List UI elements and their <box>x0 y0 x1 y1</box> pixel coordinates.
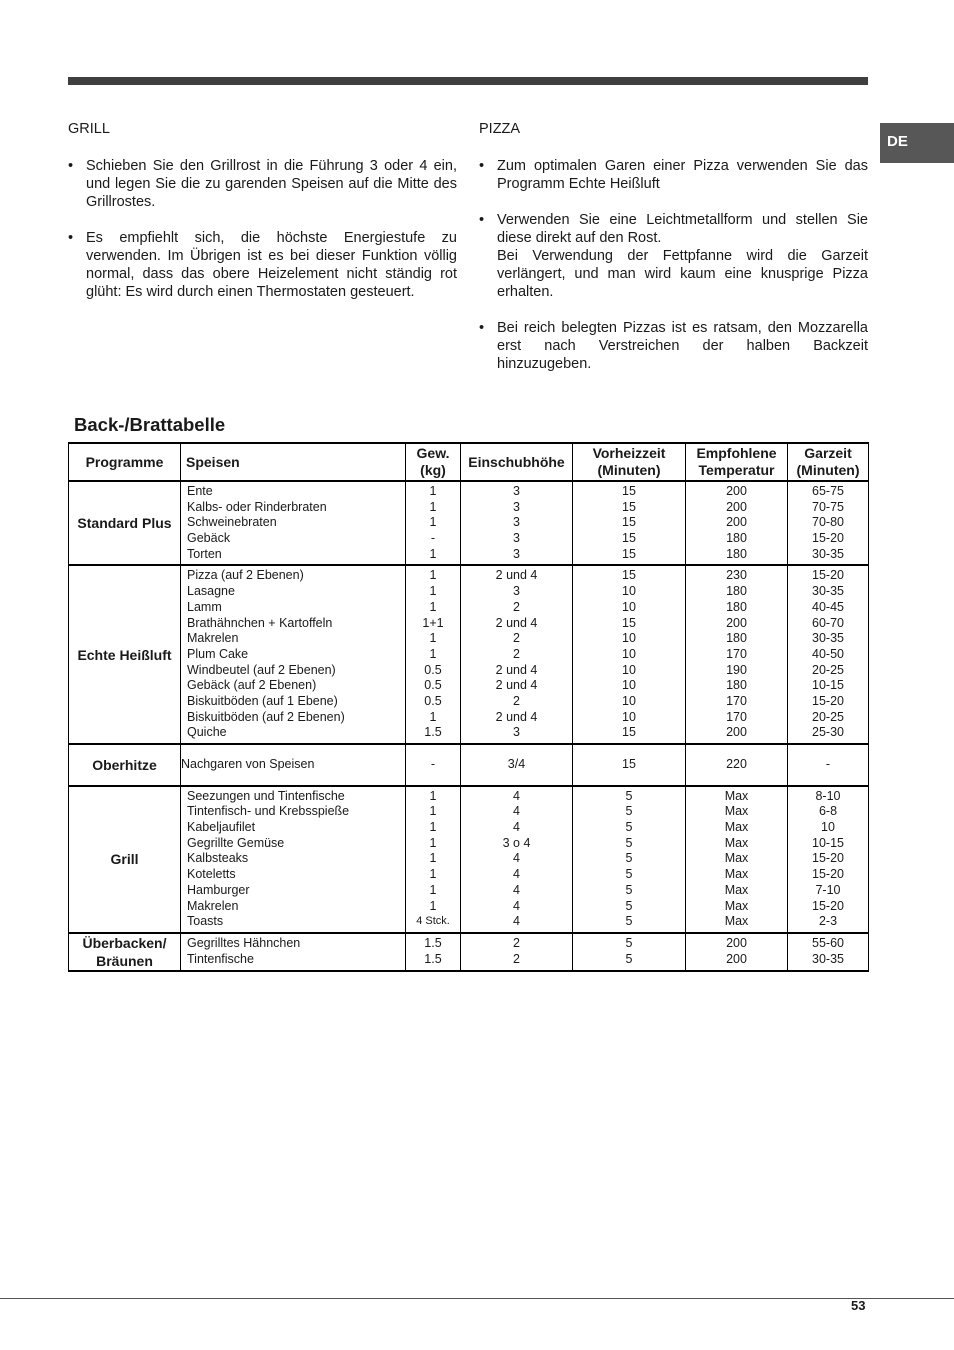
cell-preheat: 10 <box>622 678 636 693</box>
cell-temp-column <box>686 786 788 933</box>
cell-preheat: 5 <box>625 851 633 866</box>
cell-food: Toasts <box>187 914 224 929</box>
cell-level: 3 o 4 <box>502 835 531 850</box>
pizza-bullets <box>479 157 868 373</box>
cell-weight: 1 <box>429 867 437 882</box>
cell-preheat: 10 <box>622 662 636 677</box>
cell-food: Brathähnchen + Kartoffeln <box>187 615 333 630</box>
cell-level: 3 <box>513 499 520 514</box>
cell-preheat: 5 <box>625 867 633 882</box>
programme-name: Echte Heißluft <box>69 565 181 744</box>
cell-temp: 180 <box>726 631 747 646</box>
cell-weight: 0.5 <box>424 678 442 693</box>
cell-time: 15-20 <box>812 851 844 866</box>
cell-level: 4 <box>513 851 520 866</box>
cell-food-column <box>181 565 406 744</box>
cell-temp: 180 <box>726 599 747 614</box>
programme-name: Grill <box>69 786 181 933</box>
baking-table <box>68 442 869 972</box>
cell-level: 2 <box>513 951 520 966</box>
cell-level: 2 <box>513 693 520 708</box>
header-programme: Programme <box>69 443 181 481</box>
cell-food: Gebäck <box>187 531 231 546</box>
cell-time: 40-45 <box>812 599 844 614</box>
cell-level: 3 <box>513 584 520 599</box>
cell-food: Gebäck (auf 2 Ebenen) <box>187 678 317 693</box>
cell-level: 3 <box>513 725 520 740</box>
cell-level: 2 und 4 <box>495 662 538 677</box>
table-title: Back-/Brattabelle <box>74 414 226 435</box>
cell-preheat: 15 <box>622 757 636 771</box>
cell-time: 30-35 <box>812 546 844 561</box>
cell-food: Hamburger <box>187 882 250 897</box>
cell-level: 2 <box>513 599 520 614</box>
cell-level-column <box>461 744 573 786</box>
cell-weight: 1+1 <box>422 615 444 630</box>
cell-weight-column <box>406 933 461 971</box>
cell-time-column <box>788 744 869 786</box>
cell-food: Windbeutel (auf 2 Ebenen) <box>187 662 336 677</box>
header-einschubhoehe: Einschubhöhe <box>461 443 573 481</box>
cell-level: 2 und 4 <box>495 709 538 724</box>
cell-preheat: 5 <box>625 835 633 850</box>
cell-weight: 1 <box>429 820 437 835</box>
cell-temp: 180 <box>726 546 747 561</box>
table-body <box>69 481 869 971</box>
programme-name: Standard Plus <box>69 481 181 565</box>
cell-level: 3 <box>513 531 520 546</box>
cell-time: 30-35 <box>812 631 844 646</box>
cell-weight-column <box>406 565 461 744</box>
cell-time: 40-50 <box>812 646 844 661</box>
cell-temp: Max <box>724 788 749 803</box>
cell-weight: 1.5 <box>424 936 442 951</box>
page-number: 53 <box>851 1298 866 1313</box>
cell-weight: 1 <box>429 788 437 803</box>
cell-preheat: 15 <box>622 568 636 583</box>
cell-time: 70-75 <box>812 499 844 514</box>
cell-food: Torten <box>187 546 222 561</box>
cell-level: 2 und 4 <box>495 615 538 630</box>
cell-food: Lasagne <box>187 584 235 599</box>
cell-temp: 200 <box>726 484 747 498</box>
cell-food: Gegrillte Gemüse <box>187 835 285 850</box>
cell-time-column <box>788 565 869 744</box>
cell-preheat-column <box>573 933 686 971</box>
cell-preheat: 10 <box>622 646 636 661</box>
cell-food: Kabeljaufilet <box>187 820 256 835</box>
cell-level: 3 <box>513 515 520 530</box>
cell-preheat: 5 <box>625 804 633 819</box>
cell-food: Biskuitböden (auf 2 Ebenen) <box>187 709 345 724</box>
cell-time: 55-60 <box>812 936 844 951</box>
cell-temp: 200 <box>726 951 747 966</box>
cell-weight: 1 <box>429 568 437 583</box>
table-group-row <box>69 933 869 971</box>
cell-food: Seezungen und Tintenfische <box>187 788 345 803</box>
cell-preheat: 10 <box>622 631 636 646</box>
grill-section <box>68 120 457 319</box>
cell-food: Koteletts <box>187 867 236 882</box>
cell-weight: 1 <box>429 599 437 614</box>
cell-temp: 190 <box>726 662 747 677</box>
cell-time-column <box>788 481 869 565</box>
cell-preheat: 5 <box>625 914 633 929</box>
cell-temp-column <box>686 565 788 744</box>
cell-preheat: 15 <box>622 615 636 630</box>
cell-temp: 230 <box>726 568 747 583</box>
cell-preheat: 15 <box>622 725 636 740</box>
cell-preheat: 5 <box>625 951 633 966</box>
pizza-bullet: • Verwenden Sie eine Leichtmetallform und stellen Sie diese direkt auf den Rost. Bei Verwendung der Fettpfanne wird die Garzeit verlängert, und man wird kaum eine knusprige Pizza erhalten. <box>479 211 868 301</box>
cell-level-column <box>461 565 573 744</box>
cell-preheat: 10 <box>622 599 636 614</box>
cell-food: Kalbsteaks <box>187 851 249 866</box>
cell-food: Biskuitböden (auf 1 Ebene) <box>187 693 338 708</box>
grill-bullet: • Es empfiehlt sich, die höchste Energiestufe zu verwenden. Im Übrigen ist es bei dieser Funktion völlig normal, dass das obere Heizelement nicht ständig rot glüht: Es wird durch einen Thermostaten gesteuert. <box>68 229 457 301</box>
cell-preheat: 5 <box>625 936 633 951</box>
cell-weight: 1 <box>429 631 437 646</box>
cell-weight-column <box>406 786 461 933</box>
cell-time: 15-20 <box>812 867 844 882</box>
cell-temp: Max <box>724 882 749 897</box>
programme-name: Überbacken/ Bräunen <box>69 933 181 971</box>
cell-food: Lamm <box>187 599 222 614</box>
cell-weight: 1 <box>429 835 437 850</box>
cell-preheat: 10 <box>622 709 636 724</box>
cell-level: 3/4 <box>507 757 526 771</box>
programme-name: Oberhitze <box>69 744 181 786</box>
cell-weight: 4 Stck. <box>416 915 450 928</box>
cell-weight: 0.5 <box>424 693 442 708</box>
cell-food: Gegrilltes Hähnchen <box>187 936 301 951</box>
cell-weight: 1 <box>429 515 437 530</box>
cell-temp: Max <box>724 898 749 913</box>
cell-temp: Max <box>724 835 749 850</box>
cell-weight: 1 <box>429 546 437 561</box>
top-rule <box>68 77 868 85</box>
cell-temp: 200 <box>726 615 747 630</box>
cell-food: Plum Cake <box>187 646 249 661</box>
cell-preheat: 10 <box>622 584 636 599</box>
cell-weight: 1.5 <box>424 951 442 966</box>
cell-level: 4 <box>513 882 520 897</box>
grill-bullets <box>68 157 457 301</box>
cell-level: 3 <box>513 546 520 561</box>
cell-time: 30-35 <box>812 951 844 966</box>
cell-time: 8-10 <box>815 788 841 803</box>
cell-time-column <box>788 933 869 971</box>
cell-temp: 200 <box>726 725 747 740</box>
cell-food: Tintenfisch- und Krebsspieße <box>187 804 350 819</box>
cell-weight: 1 <box>429 882 437 897</box>
cell-level: 4 <box>513 788 520 803</box>
cell-weight: - <box>430 757 436 771</box>
cell-level: 2 <box>513 631 520 646</box>
cell-temp: 200 <box>726 499 747 514</box>
cell-time: 20-25 <box>812 709 844 724</box>
cell-preheat: 5 <box>625 882 633 897</box>
cell-preheat: 5 <box>625 820 633 835</box>
cell-weight: 1.5 <box>424 725 442 740</box>
pizza-bullet-continuation: Bei Verwendung der Fettpfanne wird die Garzeit verlängert, und man wird kaum eine knusprige Pizza erhalten. <box>497 248 868 300</box>
cell-level: 2 und 4 <box>495 678 538 693</box>
cell-temp: 170 <box>726 693 747 708</box>
cell-food: Schweinebraten <box>187 515 277 530</box>
cell-preheat-column <box>573 481 686 565</box>
cell-temp: Max <box>724 914 749 929</box>
cell-preheat-column <box>573 744 686 786</box>
cell-food: Makrelen <box>187 631 239 646</box>
cell-time: 15-20 <box>812 693 844 708</box>
cell-level: 4 <box>513 898 520 913</box>
cell-time-column <box>788 786 869 933</box>
grill-bullet: • Schieben Sie den Grillrost in die Führung 3 oder 4 ein, und legen Sie die zu garenden Speisen auf die Mitte des Grillrostes. <box>68 157 457 211</box>
cell-level-column <box>461 786 573 933</box>
cell-preheat: 15 <box>622 515 636 530</box>
cell-food-column <box>181 933 406 971</box>
cell-preheat: 15 <box>622 484 636 498</box>
pizza-heading: PIZZA <box>479 121 521 137</box>
cell-weight: 1 <box>429 484 437 498</box>
cell-weight-column <box>406 744 461 786</box>
header-vorheizzeit: Vorheizzeit (Minuten) <box>573 443 686 481</box>
cell-food: Makrelen <box>187 898 239 913</box>
cell-weight-column <box>406 481 461 565</box>
table-group-row <box>69 565 869 744</box>
cell-preheat: 15 <box>622 499 636 514</box>
header-temperatur: Empfohlene Temperatur <box>686 443 788 481</box>
table-group-row <box>69 481 869 565</box>
cell-time: 20-25 <box>812 662 844 677</box>
cell-level: 4 <box>513 804 520 819</box>
cell-preheat-column <box>573 565 686 744</box>
pizza-section <box>479 120 868 391</box>
cell-weight: 1 <box>429 851 437 866</box>
cell-food: Nachgaren von Speisen <box>181 757 315 771</box>
cell-level-column <box>461 481 573 565</box>
grill-heading: GRILL <box>68 121 110 137</box>
cell-preheat-column <box>573 786 686 933</box>
cell-food: Quiche <box>187 725 227 740</box>
cell-food-column <box>181 481 406 565</box>
cell-temp: 170 <box>726 709 747 724</box>
cell-weight: 0.5 <box>424 662 442 677</box>
cell-weight: 1 <box>429 804 437 819</box>
header-garzeit: Garzeit (Minuten) <box>788 443 869 481</box>
cell-food-column <box>181 744 406 786</box>
cell-level: 2 und 4 <box>495 568 538 583</box>
cell-time: - <box>825 757 831 771</box>
header-gewicht: Gew. (kg) <box>406 443 461 481</box>
table-group-row <box>69 744 869 786</box>
cell-weight: 1 <box>429 584 437 599</box>
cell-food: Pizza (auf 2 Ebenen) <box>187 568 304 583</box>
cell-preheat: 5 <box>625 788 633 803</box>
cell-weight: 1 <box>429 709 437 724</box>
cell-temp: Max <box>724 804 749 819</box>
cell-time: 10-15 <box>812 835 844 850</box>
cell-level: 4 <box>513 820 520 835</box>
table-header-row <box>69 443 869 481</box>
pizza-bullet: • Zum optimalen Garen einer Pizza verwenden Sie das Programm Echte Heißluft <box>479 157 868 193</box>
pizza-bullet: • Bei reich belegten Pizzas ist es ratsam, den Mozzarella erst nach Verstreichen der halben Backzeit hinzuzugeben. <box>479 319 868 373</box>
cell-time: 25-30 <box>812 725 844 740</box>
cell-time: 6-8 <box>818 804 838 819</box>
cell-food: Kalbs- oder Rinderbraten <box>187 499 327 514</box>
cell-level: 4 <box>513 914 520 929</box>
cell-level: 2 <box>513 646 520 661</box>
cell-time: 15-20 <box>812 568 844 583</box>
bottom-rule <box>0 1298 954 1299</box>
language-tab: DE <box>880 123 954 163</box>
cell-time: 60-70 <box>812 615 844 630</box>
cell-time: 7-10 <box>815 882 841 897</box>
cell-level-column <box>461 933 573 971</box>
cell-temp: 180 <box>726 531 747 546</box>
cell-temp: Max <box>724 867 749 882</box>
cell-preheat: 15 <box>622 546 636 561</box>
cell-temp: 170 <box>726 646 747 661</box>
cell-level: 2 <box>513 936 520 951</box>
cell-temp: 220 <box>726 757 747 771</box>
cell-preheat: 15 <box>622 531 636 546</box>
cell-time: 15-20 <box>812 898 844 913</box>
cell-temp-column <box>686 744 788 786</box>
cell-time: 10 <box>821 820 835 835</box>
cell-time: 15-20 <box>812 531 844 546</box>
cell-weight: 1 <box>429 499 437 514</box>
cell-weight: - <box>430 531 436 546</box>
cell-preheat: 5 <box>625 898 633 913</box>
table-group-row <box>69 786 869 933</box>
cell-preheat: 10 <box>622 693 636 708</box>
cell-temp: 180 <box>726 678 747 693</box>
cell-time: 30-35 <box>812 584 844 599</box>
cell-weight: 1 <box>429 898 437 913</box>
cell-temp-column <box>686 481 788 565</box>
cell-temp: 200 <box>726 936 747 951</box>
cell-food: Ente <box>187 484 213 498</box>
cell-time: 70-80 <box>812 515 844 530</box>
cell-temp-column <box>686 933 788 971</box>
cell-level: 3 <box>513 484 520 498</box>
cell-temp: Max <box>724 851 749 866</box>
cell-temp: 200 <box>726 515 747 530</box>
cell-food: Tintenfische <box>187 951 254 966</box>
cell-time: 2-3 <box>818 914 838 929</box>
cell-temp: 180 <box>726 584 747 599</box>
cell-weight: 1 <box>429 646 437 661</box>
cell-time: 65-75 <box>812 484 844 498</box>
cell-level: 4 <box>513 867 520 882</box>
header-speisen: Speisen <box>181 443 406 481</box>
cell-time: 10-15 <box>812 678 844 693</box>
cell-food-column <box>181 786 406 933</box>
cell-temp: Max <box>724 820 749 835</box>
